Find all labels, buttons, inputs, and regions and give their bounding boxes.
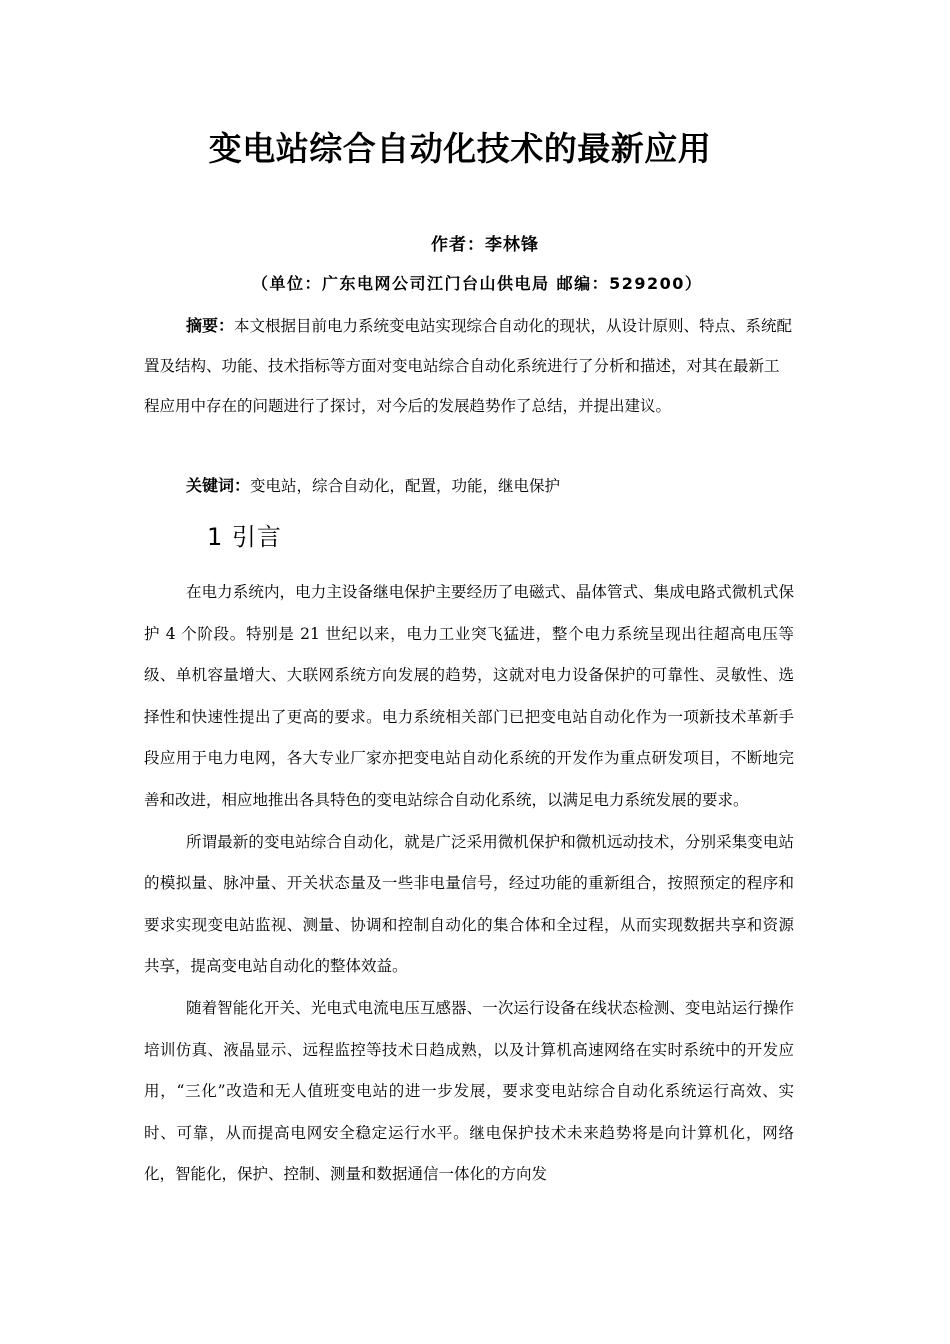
- abstract-block: [144, 306, 794, 426]
- body-paragraph: 随着智能化开关、光电式电流电压互感器、一次运行设备在线状态检测、变电站运行操作培训仿真、液晶显示、远程监控等技术日趋成熟，以及计算机高速网络在实时系统中的开发应用，“三化”改造和无人值班变电站的进一步发展，要求变电站综合自动化系统运行高效、实时、可靠，从而提高电网安全稳定运行水平。继电保护技术未来趋势将是向计算机化，网络化，智能化，保护、控制、测量和数据通信一体化的方向发: [144, 998, 794, 1184]
- keywords-label: 关键词：: [186, 476, 251, 495]
- section-heading: 1 引言: [207, 523, 282, 551]
- keywords-paragraph: [144, 466, 794, 506]
- abstract-paragraph: [144, 306, 794, 426]
- abstract-text: 本文根据目前电力系统变电站实现综合自动化的现状，从设计原则、特点、系统配置及结构、功能、技术指标等方面对变电站综合自动化系统进行了分析和描述，对其在最新工程应用中存在的问题进行了探讨，对今后的发展趋势作了总结，并提出建议。: [144, 317, 793, 415]
- author-line: 作者：李林锋: [431, 235, 539, 255]
- affiliation-line: （单位：广东电网公司江门台山供电局 邮编：529200）: [252, 274, 703, 293]
- keywords-block: [144, 466, 794, 506]
- body-paragraph: 所谓最新的变电站综合自动化，就是广泛采用微机保护和微机远动技术，分别采集变电站的模拟量、脉冲量、开关状态量及一些非电量信号，经过功能的重新组合，按照预定的程序和要求实现变电站监视、测量、协调和控制自动化的集合体和全过程，从而实现数据共享和资源共享，提高变电站自动化的整体效益。: [144, 832, 794, 976]
- body-paragraph: 在电力系统内，电力主设备继电保护主要经历了电磁式、晶体管式、集成电路式微机式保护 4 个阶段。特别是 21 世纪以来，电力工业突飞猛进，整个电力系统呈现出往超高电压等级、单机容量增大、大联网系统方向发展的趋势，这就对电力设备保护的可靠性、灵敏性、选择性和快速性提出了更高的要求。电力系统相关部门已把变电站自动化作为一项新技术革新手段应用于电力电网，各大专业厂家亦把变电站自动化系统的开发作为重点研发项目，不断地完善和改进，相应地推出各具特色的变电站综合自动化系统，以满足电力系统发展的要求。: [144, 583, 794, 809]
- abstract-label: 摘要：: [186, 316, 235, 335]
- body-text: [144, 572, 794, 1196]
- document-title: 变电站综合自动化技术的最新应用: [208, 129, 712, 168]
- keywords-text: 变电站，综合自动化，配置，功能，继电保护: [250, 477, 561, 495]
